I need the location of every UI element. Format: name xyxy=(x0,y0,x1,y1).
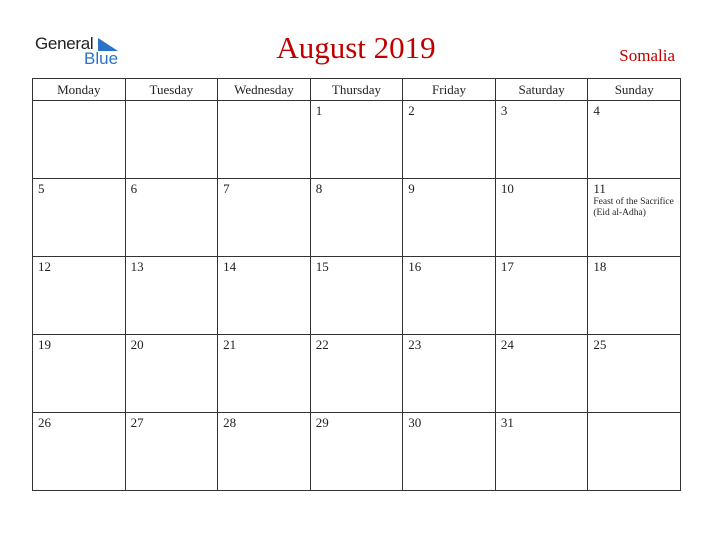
day-number: 27 xyxy=(130,415,144,430)
day-cell xyxy=(310,257,403,335)
day-cell xyxy=(33,101,126,179)
day-cell xyxy=(495,101,588,179)
day-number: 16 xyxy=(408,259,422,274)
week-row xyxy=(33,101,681,179)
logo-word-general: General xyxy=(35,34,94,53)
weekday-wednesday: Wednesday xyxy=(218,79,311,101)
day-cell xyxy=(218,413,311,491)
day-number: 12 xyxy=(38,259,51,274)
day-cell xyxy=(33,257,126,335)
day-cell xyxy=(125,413,218,491)
day-number xyxy=(126,101,218,104)
day-cell xyxy=(125,179,218,257)
day-number: 24 xyxy=(500,337,514,352)
day-number: 18 xyxy=(593,259,607,274)
day-number: 26 xyxy=(38,415,51,430)
day-cell xyxy=(588,335,681,413)
day-cell xyxy=(588,413,681,491)
day-cell xyxy=(33,413,126,491)
day-cell xyxy=(125,257,218,335)
day-cell xyxy=(403,413,496,491)
day-cell xyxy=(218,101,311,179)
day-cell xyxy=(125,101,218,179)
day-cell xyxy=(125,335,218,413)
day-number: 20 xyxy=(130,337,144,352)
day-number: 6 xyxy=(130,181,138,196)
day-cell xyxy=(495,413,588,491)
day-cell xyxy=(310,179,403,257)
day-number: 5 xyxy=(38,181,45,196)
calendar-grid xyxy=(32,78,681,491)
day-number: 1 xyxy=(315,103,323,118)
country-label: Somalia xyxy=(619,46,675,65)
day-number: 31 xyxy=(500,415,514,430)
day-number xyxy=(33,101,125,104)
weekday-header-row xyxy=(33,79,681,101)
week-row xyxy=(33,413,681,491)
day-number: 15 xyxy=(315,259,329,274)
day-cell xyxy=(310,413,403,491)
day-cell xyxy=(495,179,588,257)
weekday-monday: Monday xyxy=(33,79,126,101)
day-number: 10 xyxy=(500,181,514,196)
week-row xyxy=(33,335,681,413)
weekday-saturday: Saturday xyxy=(495,79,588,101)
day-cell xyxy=(495,257,588,335)
day-number: 3 xyxy=(500,103,508,118)
day-number: 19 xyxy=(38,337,51,352)
weekday-thursday: Thursday xyxy=(310,79,403,101)
day-number: 14 xyxy=(223,259,237,274)
day-cell xyxy=(588,257,681,335)
week-row xyxy=(33,179,681,257)
day-number: 21 xyxy=(223,337,237,352)
weekday-tuesday: Tuesday xyxy=(125,79,218,101)
day-cell xyxy=(218,335,311,413)
day-cell xyxy=(310,335,403,413)
day-number xyxy=(588,413,680,416)
week-row xyxy=(33,257,681,335)
month-title: August 2019 xyxy=(276,30,436,65)
day-cell xyxy=(403,335,496,413)
day-cell xyxy=(588,179,681,257)
day-number: 11 xyxy=(593,181,606,196)
day-number: 25 xyxy=(593,337,607,352)
weekday-sunday: Sunday xyxy=(588,79,681,101)
day-cell xyxy=(495,335,588,413)
day-cell xyxy=(588,101,681,179)
day-number: 28 xyxy=(223,415,237,430)
day-cell xyxy=(403,257,496,335)
day-number: 7 xyxy=(223,181,230,196)
day-cell xyxy=(403,179,496,257)
day-cell xyxy=(33,179,126,257)
day-number: 29 xyxy=(315,415,329,430)
day-number: 30 xyxy=(408,415,422,430)
day-number: 9 xyxy=(408,181,415,196)
day-number: 2 xyxy=(408,103,415,118)
logo-word-blue: Blue xyxy=(84,49,119,68)
weekday-friday: Friday xyxy=(403,79,496,101)
day-number: 4 xyxy=(593,103,600,118)
day-number: 17 xyxy=(500,259,514,274)
day-number: 13 xyxy=(130,259,144,274)
day-cell xyxy=(403,101,496,179)
day-number: 22 xyxy=(315,337,329,352)
day-number xyxy=(218,101,310,104)
day-number: 8 xyxy=(315,181,323,196)
day-cell xyxy=(218,179,311,257)
day-cell xyxy=(218,257,311,335)
holiday-label: Feast of the Sacrifice (Eid al-Adha) xyxy=(593,197,674,218)
day-number: 23 xyxy=(408,337,422,352)
day-cell xyxy=(310,101,403,179)
day-cell xyxy=(33,335,126,413)
